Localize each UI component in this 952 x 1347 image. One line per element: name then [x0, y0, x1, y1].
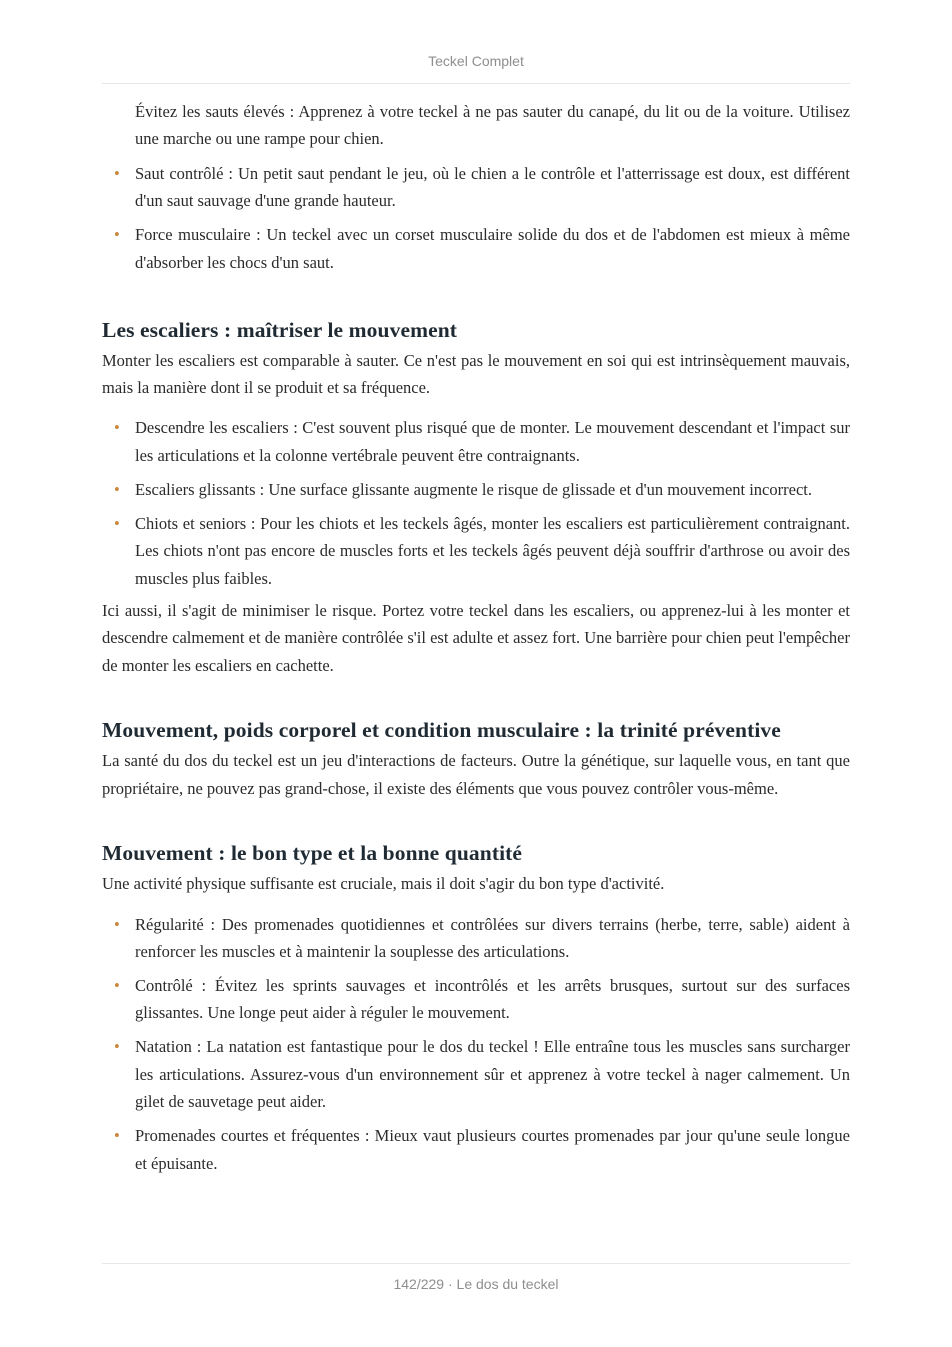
page-content	[102, 98, 850, 1184]
section-heading-stairs: Les escaliers : maîtriser le mouvement	[102, 317, 458, 342]
list-item: • Contrôlé : Évitez les sprints sauvages et incontrôlés et les arrêts brusques, surtout sur des surfaces glissantes. Une longe peut aider à réguler le mouvement.	[102, 972, 850, 1027]
list-item: • Régularité : Des promenades quotidiennes et contrôlées sur divers terrains (herbe, terre, sable) aident à renforcer les muscles et à maintenir la souplesse des articulations.	[102, 911, 850, 966]
intro-list	[102, 160, 850, 276]
bullet-icon: •	[114, 513, 120, 533]
bullet-icon: •	[114, 1037, 120, 1057]
section-paragraph: La santé du dos du teckel est un jeu d'interactions de facteurs. Outre la génétique, sur laquelle vous, en tant que propriétaire, ne pouvez pas grand-chose, il existe des éléments que vous pouvez contrôler vous-même.	[102, 751, 850, 798]
list-item: • Descendre les escaliers : C'est souvent plus risqué que de monter. Le mouvement descendant et l'impact sur les articulations et la colonne vertébrale peuvent être contraignants.	[102, 414, 850, 469]
list-item: • Chiots et seniors : Pour les chiots et les teckels âgés, monter les escaliers est particulièrement contraignant. Les chiots n'ont pas encore de muscles forts et les teckels âgés peuvent déjà souffrir d'arthrose ou avoir des muscles plus faibles.	[102, 510, 850, 592]
bullet-icon: •	[114, 1126, 120, 1146]
section-heading-movement: Mouvement : le bon type et la bonne quantité	[102, 841, 523, 866]
list-item: • Force musculaire : Un teckel avec un corset musculaire solide du dos et de l'abdomen est mieux à même d'absorber les chocs d'un saut.	[102, 221, 850, 276]
list-item: • Saut contrôlé : Un petit saut pendant le jeu, où le chien a le contrôle et l'atterrissage est doux, est différent d'un saut sauvage d'une grande hauteur.	[102, 160, 850, 215]
stairs-list	[102, 414, 850, 592]
bullet-icon: •	[114, 479, 120, 499]
list-item: • Natation : La natation est fantastique pour le dos du teckel ! Elle entraîne tous les muscles sans surcharger les articulations. Assurez-vous d'un environnement sûr et apprenez à votre teckel à nager calmement. Un gilet de sauvetage peut aider.	[102, 1033, 850, 1115]
bullet-icon: •	[114, 914, 120, 934]
section-heading-trinity: Mouvement, poids corporel et condition musculaire : la trinité préventive	[102, 718, 781, 743]
bullet-icon: •	[114, 225, 120, 245]
footer-divider	[102, 1263, 850, 1264]
list-item: • Escaliers glissants : Une surface glissante augmente le risque de glissade et d'un mouvement incorrect.	[102, 476, 850, 503]
movement-list	[102, 911, 850, 1177]
running-footer: 142/229 · Le dos du teckel	[393, 1276, 559, 1292]
list-item: • Promenades courtes et fréquentes : Mieux vaut plusieurs courtes promenades par jour qu'une seule longue et épuisante.	[102, 1122, 850, 1177]
bullet-icon: •	[114, 418, 120, 438]
section-closing-paragraph: Ici aussi, il s'agit de minimiser le risque. Portez votre teckel dans les escaliers, ou apprenez-lui à les monter et descendre calmement et de manière contrôlée s'il est adulte et assez fort. Une barrière pour chien peut l'empêcher de monter les escaliers en cachette.	[102, 601, 850, 675]
section-paragraph: Une activité physique suffisante est cruciale, mais il doit s'agir du bon type d'activité.	[102, 874, 665, 894]
continued-list-item: Évitez les sauts élevés : Apprenez à votre teckel à ne pas sauter du canapé, du lit ou de la voiture. Utilisez une marche ou une rampe pour chien.	[135, 102, 850, 149]
header-divider	[102, 83, 850, 84]
bullet-icon: •	[114, 163, 120, 183]
running-header: Teckel Complet	[428, 53, 524, 69]
section-paragraph: Monter les escaliers est comparable à sauter. Ce n'est pas le mouvement en soi qui est intrinsèquement mauvais, mais la manière dont il se produit et sa fréquence.	[102, 350, 850, 398]
bullet-icon: •	[114, 975, 120, 995]
